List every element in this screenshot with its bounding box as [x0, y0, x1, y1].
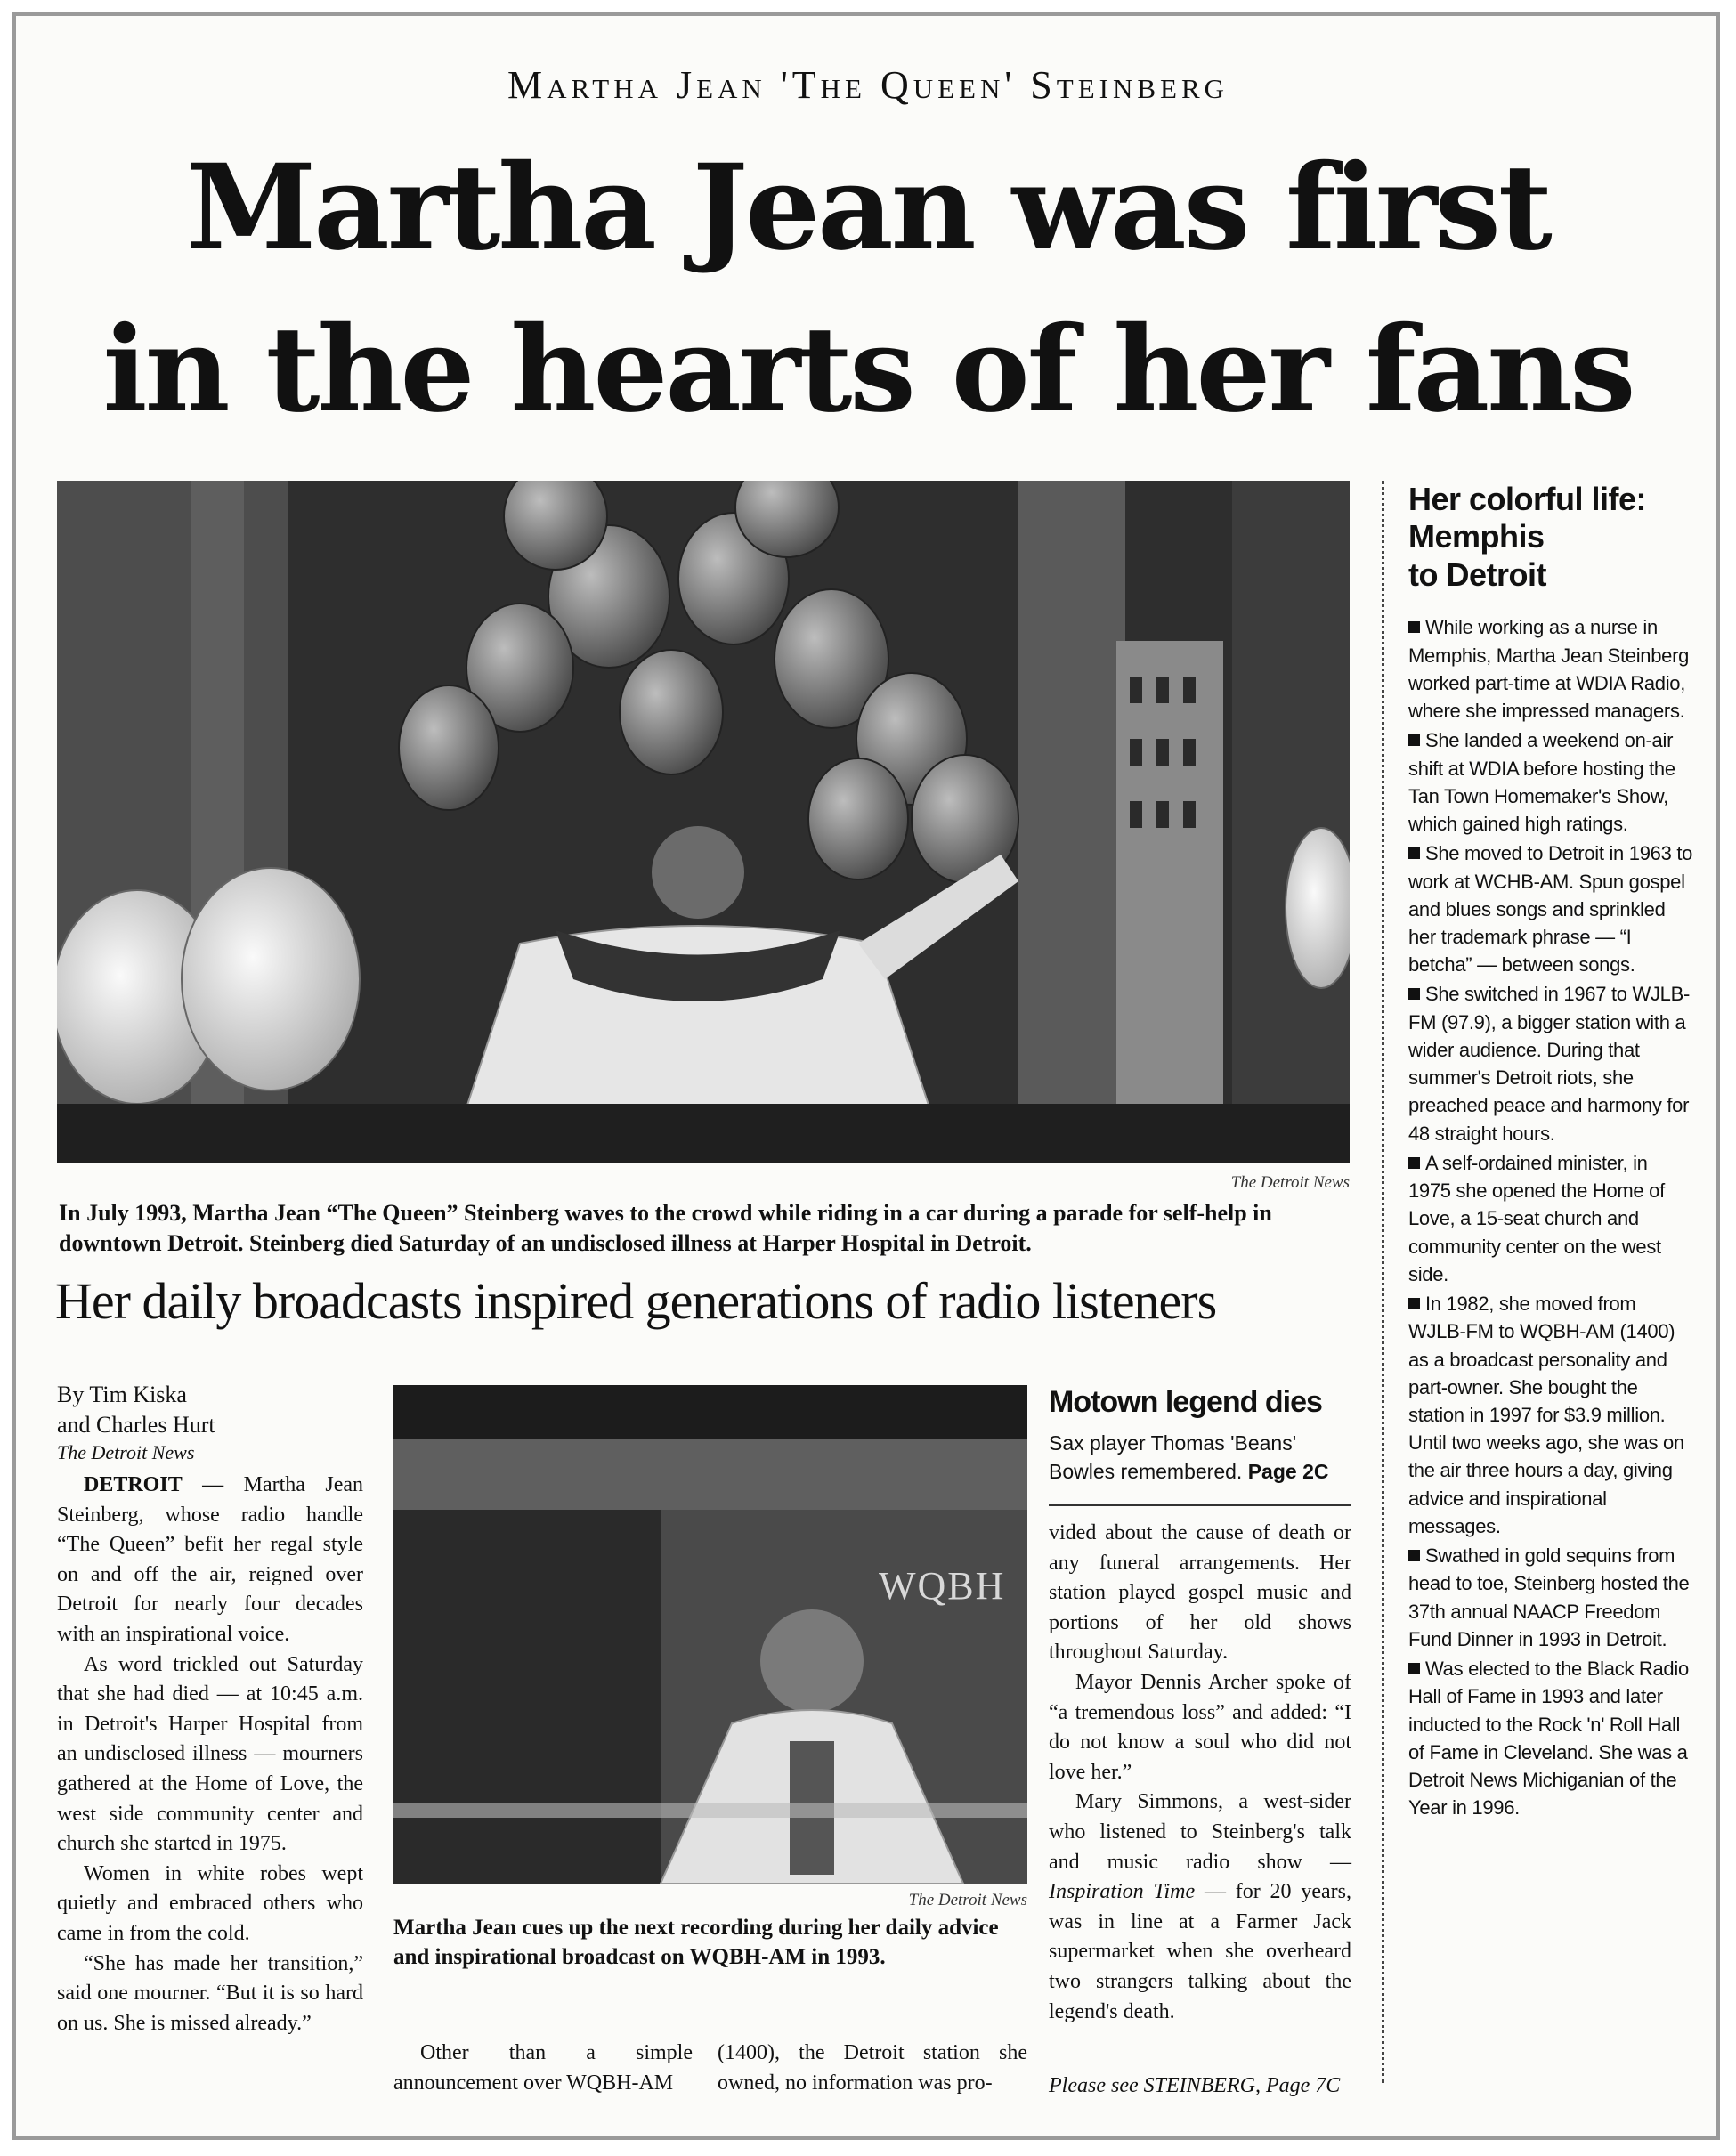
photo2-credit: The Detroit News	[908, 1891, 1027, 1909]
sidebar-divider	[1382, 481, 1384, 2083]
sidebar-title-line-2: Memphis	[1408, 518, 1545, 555]
col1-para-1	[57, 1471, 363, 1650]
teaser-body	[1049, 1429, 1351, 1486]
sidebar-item	[1408, 839, 1693, 978]
byline	[57, 1380, 377, 1465]
parade-photo-image	[57, 481, 1350, 1163]
col2-text: Other than a simple announcement over WQBH-AM	[393, 2041, 693, 2095]
teaser-page-link[interactable]: Page 2C	[1247, 1460, 1329, 1484]
bullet-square-icon	[1408, 621, 1420, 633]
column-4	[1049, 1519, 1351, 2027]
bullet-square-icon	[1408, 1298, 1420, 1309]
bullet-square-icon	[1408, 734, 1420, 746]
headline-line-2: in the hearts of her fans	[102, 301, 1634, 439]
teaser-title: Motown legend dies	[1049, 1385, 1322, 1419]
sidebar-title-line-1: Her colorful life:	[1408, 481, 1647, 517]
headline-line-1: Martha Jean was first	[186, 139, 1550, 277]
photo1-caption: In July 1993, Martha Jean “The Queen” Steinberg waves to the crowd while riding in a car during a parade for self-help in downtown Detroit. Steinberg died Saturday of an undisclosed illness at Harper Hospital in Detroit.	[59, 1200, 1272, 1256]
bullet-square-icon	[1408, 847, 1420, 859]
sidebar-item	[1408, 1290, 1693, 1540]
sidebar-title-line-3: to Detroit	[1408, 555, 1546, 593]
sidebar-item-text: A self-ordained minister, in 1975 she opened the Home of Love, a 15-seat church and community center on the west side.	[1408, 1151, 1665, 1285]
sidebar-item	[1408, 980, 1693, 1147]
col3-text: (1400), the Detroit station she owned, no information was pro-	[718, 2041, 1027, 2095]
byline-outlet: The Detroit News	[57, 1440, 195, 1463]
byline-author-2: and Charles Hurt	[57, 1411, 215, 1438]
sidebar-item	[1408, 1149, 1693, 1288]
col4-para-3	[1049, 1787, 1351, 2027]
col4-para-1: vided about the cause of death or any funeral arrangements. Her station played gospel music and portions of her old shows throughout Saturday.	[1049, 1521, 1351, 1665]
sidebar-item	[1408, 1655, 1693, 1821]
dateline: DETROIT	[84, 1473, 183, 1496]
kicker: Martha Jean 'The Queen' Steinberg	[507, 63, 1229, 107]
col4-para-3-end: — for 20 years, was in line at a Farmer Jack supermarket when she overheard two strangers talking about the legend's death.	[1049, 1880, 1351, 2023]
sidebar-item-text: She landed a weekend on-air shift at WDIA before hosting the Tan Town Homemaker's Show, which gained high ratings.	[1408, 729, 1675, 836]
sidebar-item-text: She moved to Detroit in 1963 to work at WCHB-AM. Spun gospel and blues songs and sprinkled her trademark phrase — “I betcha” — between songs.	[1408, 842, 1693, 977]
col4-para-3-start: Mary Simmons, a west-sider who listened to Steinberg's talk and music radio show —	[1049, 1790, 1351, 1874]
sidebar-item-text: In 1982, she moved from WJLB-FM to WQBH-AM (1400) as a broadcast personality and part-owner. She bought the station in 1997 for $3.9 million. Until two weeks ago, she was on the air three hours a day, giving advice and inspirational messages.	[1408, 1293, 1684, 1537]
column-2-bottom	[393, 2038, 693, 2098]
col4-para-2: Mayor Dennis Archer spoke of “a tremendous loss” and added: “I do not know a soul who did not love her.”	[1049, 1670, 1351, 1784]
bullet-square-icon	[1408, 1663, 1420, 1674]
col1-para-1-text: — Martha Jean Steinberg, whose radio handle “The Queen” befit her regal style on and off the air, reigned over Detroit for nearly four decades with an inspirational voice.	[57, 1473, 363, 1646]
photo1-credit: The Detroit News	[1230, 1173, 1350, 1192]
col1-para-2: As word trickled out Saturday that she had died — at 10:45 a.m. in Detroit's Harper Hospital from an undisclosed illness — mourners gathered at the Home of Love, the west side community center and church she started in 1975.	[57, 1652, 363, 1856]
sidebar-item-text: She switched in 1967 to WJLB-FM (97.9), a bigger station with a wider audience. During that summer's Detroit riots, she preached peace and harmony for 48 straight hours.	[1408, 983, 1691, 1145]
teaser-box	[1049, 1385, 1351, 1486]
deck-headline: Her daily broadcasts inspired generations of radio listeners	[55, 1272, 1217, 1330]
sidebar-title	[1408, 481, 1693, 594]
sidebar-item-text: While working as a nurse in Memphis, Martha Jean Steinberg worked part-time at WDIA Radio, where she impressed managers.	[1408, 616, 1690, 723]
sidebar-list	[1408, 613, 1693, 1821]
photo2-caption: Martha Jean cues up the next recording during her daily advice and inspirational broadcast on WQBH-AM in 1993.	[393, 1916, 999, 1969]
sidebar-item-text: Swathed in gold sequins from head to toe, Steinberg hosted the 37th annual NAACP Freedom Fund Dinner in 1993 in Detroit.	[1408, 1544, 1690, 1650]
col1-para-3: Women in white robes wept quietly and embraced others who came in from the cold.	[57, 1861, 363, 1945]
teaser-text: Sax player Thomas 'Beans' Bowles remembered.	[1049, 1431, 1297, 1484]
sidebar-item	[1408, 726, 1693, 838]
col1-para-4: “She has made her transition,” said one mourner. “But it is so hard on us. She is missed already.”	[57, 1951, 363, 2035]
show-name: Inspiration Time	[1049, 1880, 1196, 1904]
bullet-square-icon	[1408, 1550, 1420, 1561]
column-1	[57, 1471, 363, 2038]
sidebar-item	[1408, 1542, 1693, 1653]
byline-author-1: By Tim Kiska	[57, 1382, 187, 1407]
sidebar	[1408, 481, 1693, 1823]
column-3-bottom	[718, 2038, 1027, 2098]
teaser-divider	[1049, 1504, 1351, 1506]
parade-photo	[57, 481, 1350, 1163]
bullet-square-icon	[1408, 1157, 1420, 1169]
studio-sign: WQBH	[879, 1564, 1006, 1608]
sidebar-item	[1408, 613, 1693, 725]
studio-photo-image	[393, 1385, 1027, 1884]
jump-line[interactable]: Please see STEINBERG, Page 7C	[1049, 2074, 1341, 2097]
studio-photo	[393, 1385, 1027, 1884]
sidebar-item-text: Was elected to the Black Radio Hall of Fame in 1993 and later inducted to the Rock 'n' Roll Hall of Fame in Cleveland. She was a Detroit News Michiganian of the Year in 1996.	[1408, 1658, 1689, 1820]
bullet-square-icon	[1408, 988, 1420, 1000]
